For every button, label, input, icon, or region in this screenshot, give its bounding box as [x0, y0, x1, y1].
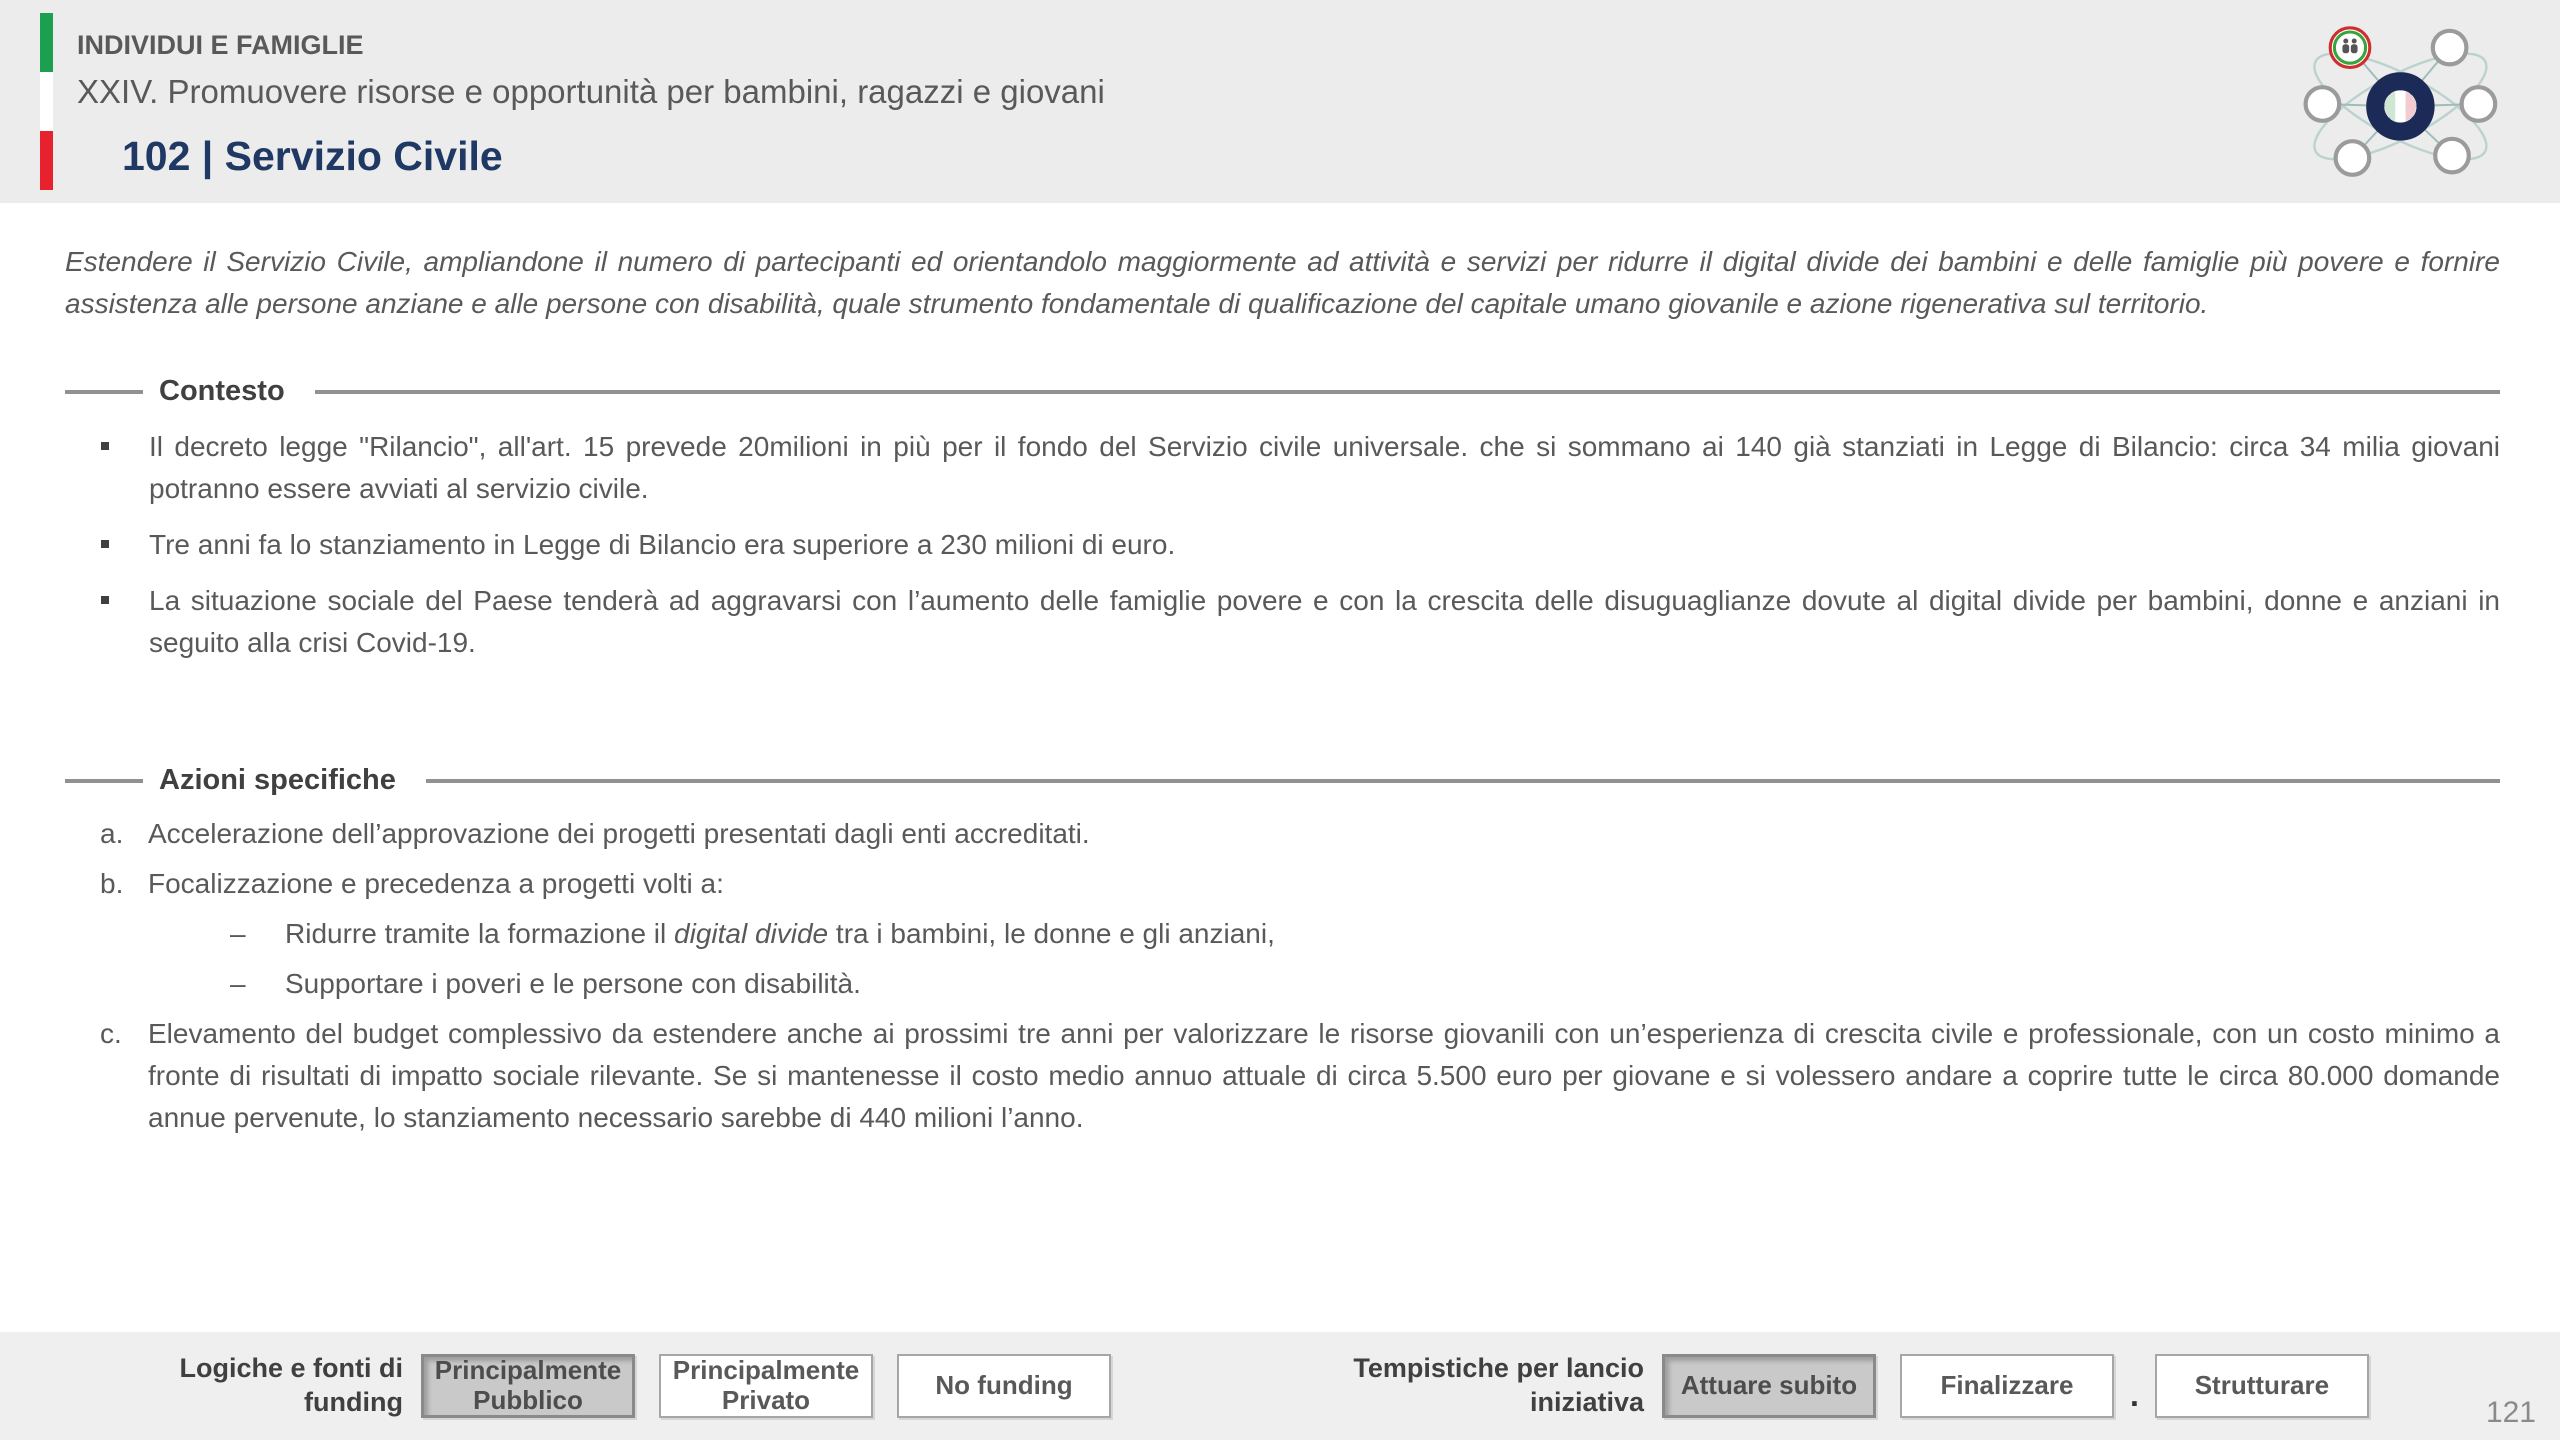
network-logo-icon — [2296, 20, 2512, 188]
section-header-contesto — [65, 375, 2500, 408]
subitem-italic-text: digital divide — [674, 918, 829, 949]
divider-line — [65, 390, 143, 394]
dash-marker: – — [230, 918, 246, 949]
subitem-text: Supportare i poveri e le persone con disabilità. — [285, 968, 861, 999]
page-title: 102 | Servizio Civile — [122, 133, 503, 179]
timing-option-strutturare[interactable]: Strutturare — [2155, 1354, 2369, 1418]
subitem-text: Ridurre tramite la formazione il — [285, 918, 675, 949]
divider-line — [426, 779, 2500, 783]
category-label: INDIVIDUI E FAMIGLIE — [77, 30, 364, 60]
lettered-item-c: c. Elevamento del budget complessivo da estendere anche ai prossimi tre anni per valorizzare le risorse giovanili con un’esperienza di crescita civile e professionale, con un costo minimo a fronte di risultati di impatto sociale rilevante. Se si mantenesse il costo medio annuo attuale di circa 5.500 euro per giovane e si volessero andare a coprire tutte le circa 80.000 domande annue pervenute, lo stanziamento necessario sarebbe di 440 milioni l’anno. — [65, 1013, 2500, 1139]
lettered-item-a: a. Accelerazione dell’approvazione dei progetti presentati dagli enti accreditati. — [65, 813, 2500, 855]
dash-subitem — [65, 913, 2500, 955]
funding-label: Logiche e fonti di funding — [179, 1353, 403, 1417]
section-header-azioni-specifiche — [65, 764, 2500, 797]
item-marker: c. — [100, 1018, 122, 1049]
header — [0, 0, 2560, 203]
contesto-bullet-list — [65, 426, 2500, 664]
chapter-title: XXIV. Promuovere risorse e opportunità per bambini, ragazzi e giovani — [77, 73, 1105, 110]
italian-flag-bar — [40, 13, 53, 190]
page-number: 121 — [2485, 1396, 2536, 1429]
subitem-text: tra i bambini, le donne e gli anziani, — [828, 918, 1275, 949]
item-marker: b. — [100, 868, 124, 899]
funding-option-principalmente-privato[interactable]: Principalmente Privato — [659, 1354, 873, 1418]
dash-subitem — [65, 963, 2500, 1005]
square-bullet-icon — [101, 442, 109, 450]
section-label: Azioni specifiche — [159, 764, 396, 796]
timing-options — [1662, 1354, 2369, 1418]
square-bullet-icon — [101, 596, 109, 604]
timing-option-attuare-subito[interactable]: Attuare subito — [1662, 1354, 1876, 1418]
lettered-item-b: b. Focalizzazione e precedenza a progetti volti a: — [65, 863, 2500, 905]
azioni-list — [65, 813, 2500, 1139]
timing-label: Tempistiche per lancio iniziativa — [1353, 1353, 1644, 1417]
funding-option-principalmente-pubblico[interactable]: Principalmente Pubblico — [421, 1354, 635, 1418]
dash-marker: – — [230, 968, 246, 999]
flag-white-segment — [40, 72, 53, 131]
bullet-item: Il decreto legge "Rilancio", all'art. 15 prevede 20milioni in più per il fondo del Servizio civile universale. che si sommano ai 140 già stanziati in Legge di Bilancio: circa 34 milia giovani potranno essere avviati al servizio civile. — [65, 426, 2500, 510]
bullet-item: Tre anni fa lo stanziamento in Legge di Bilancio era superiore a 230 milioni di euro. — [65, 524, 2500, 566]
square-bullet-icon — [101, 540, 109, 548]
section-label: Contesto — [159, 375, 285, 407]
item-marker: a. — [100, 818, 124, 849]
divider-line — [65, 779, 143, 783]
dot-separator: . — [2130, 1376, 2139, 1413]
funding-options — [421, 1354, 1111, 1418]
footer-bar — [0, 1332, 2560, 1440]
intro-paragraph: Estendere il Servizio Civile, ampliandone il numero di partecipanti ed orientandolo maggiormente ad attività e servizi per ridurre il digital divide dei bambini e delle famiglie più povere e fornire assistenza alle persone anziane e alle persone con disabilità, quale strumento fondamentale di qualificazione del capitale umano giovanile e azione rigenerativa sul territorio. — [65, 246, 2500, 319]
divider-line — [315, 390, 2500, 394]
funding-option-no-funding[interactable]: No funding — [897, 1354, 1111, 1418]
timing-option-finalizzare[interactable]: Finalizzare — [1900, 1354, 2114, 1418]
flag-green-segment — [40, 13, 53, 72]
slide-body — [0, 241, 2560, 1139]
bullet-item: La situazione sociale del Paese tenderà ad aggravarsi con l’aumento delle famiglie povere e con la crescita delle disuguaglianze dovute al digital divide per bambini, donne e anziani in seguito alla crisi Covid-19. — [65, 580, 2500, 664]
flag-red-segment — [40, 131, 53, 190]
